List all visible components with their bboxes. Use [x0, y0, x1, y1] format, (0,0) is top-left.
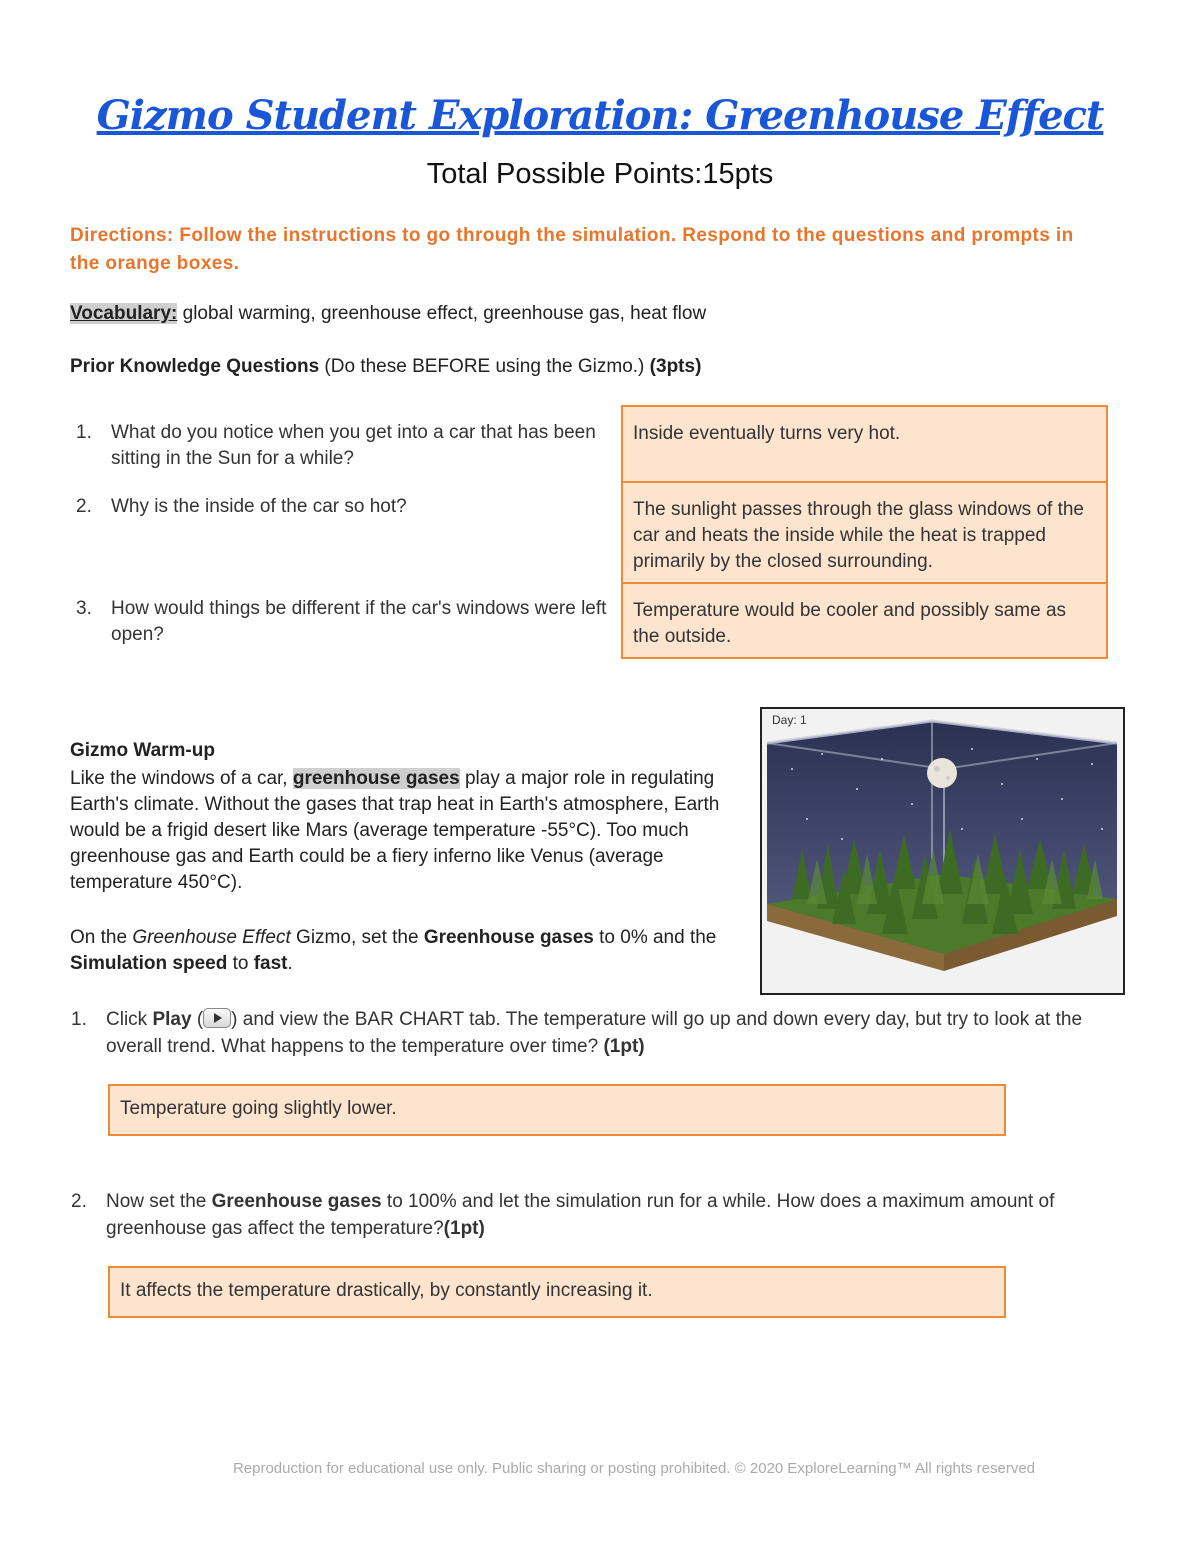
instr-text: Gizmo, set the — [290, 927, 424, 948]
moon-icon — [927, 758, 957, 788]
instr-greenhouse-gases: Greenhouse gases — [423, 927, 594, 948]
instr-text: On the — [70, 927, 133, 948]
warmup-title: Gizmo Warm-up — [70, 740, 215, 761]
play-icon — [203, 1008, 231, 1028]
answer-field-2[interactable]: The sunlight passes through the glass windows of the car and heats the inside while the heat is trapped primarily by the closed surrounding. — [633, 499, 1084, 572]
warmup-question-2 — [106, 1188, 1106, 1242]
question-number: 1. — [76, 422, 92, 443]
warmup-answer-field-1[interactable]: Temperature going slightly lower. — [108, 1084, 1006, 1136]
question-number: 3. — [76, 598, 92, 619]
q-greenhouse-gases: Greenhouse gases — [211, 1191, 382, 1212]
q-text: to 100% and let the simulation run for a while. How does a maximum amount of greenhouse gas affect the temperature? — [106, 1191, 1055, 1239]
warmup-paragraph — [70, 766, 730, 896]
instr-text: to — [227, 953, 254, 974]
q-play-label: Play — [152, 1009, 192, 1030]
prior-knowledge-heading — [70, 354, 701, 380]
prior-answer-table — [621, 405, 1108, 659]
day-label: Day: 1 — [772, 713, 807, 727]
q-text: ( — [191, 1009, 204, 1030]
prior-knowledge-note: (Do these BEFORE using the Gizmo.) — [319, 356, 650, 377]
vocabulary-terms: global warming, greenhouse effect, greenhouse gas, heat flow — [177, 303, 707, 324]
directions-text: Directions: Follow the instructions to go through the simulation. Respond to the questions and prompts in the orange boxes. — [70, 225, 1074, 274]
warmup-text-start: Like the windows of a car, — [70, 768, 293, 789]
warmup-instructions — [70, 925, 730, 977]
instr-fast: fast — [253, 953, 288, 974]
vocabulary-label: Vocabulary: — [70, 303, 178, 324]
instr-text: to 0% and the — [593, 927, 717, 948]
q-text: Now set the — [106, 1191, 212, 1212]
instr-gizmo-name: Greenhouse Effect — [132, 927, 291, 948]
instr-text: . — [287, 953, 293, 974]
q-text: ) and view the BAR CHART tab. The temperature will go up and down every day, but try to look at the overall trend. What happens to the temperature over time? — [106, 1009, 1083, 1057]
footer-copyright: Reproduction for educational use only. Public sharing or posting prohibited. © 2020 ExploreLearning™ All rights reserved — [232, 1460, 1036, 1477]
vocabulary-line — [70, 301, 706, 327]
answer-field-3[interactable]: Temperature would be cooler and possibly same as the outside. — [633, 600, 1067, 647]
answer-field-1[interactable]: Inside eventually turns very hot. — [633, 423, 901, 444]
question-number: 2. — [76, 496, 92, 517]
question-text: What do you notice when you get into a car that has been sitting in the Sun for a while? — [111, 422, 596, 469]
question-text: Why is the inside of the car so hot? — [111, 496, 407, 517]
q-points: (1pt) — [443, 1218, 485, 1239]
warmup-text-end: play a major role in regulating Earth's climate. Without the gases that trap heat in Earth's atmosphere, Earth would be a frigid desert like Mars (average temperature -55°C). Too much greenhouse gas and Earth could be a fiery inferno like Venus (average temperature 450°C). — [70, 768, 720, 893]
total-points: Total Possible Points:15pts — [426, 158, 774, 190]
warmup-question-1 — [106, 1006, 1126, 1060]
warmup-answer-field-2[interactable]: It affects the temperature drastically, by constantly increasing it. — [108, 1266, 1006, 1318]
q-text: Click — [106, 1009, 153, 1030]
question-text: How would things be different if the car's windows were left open? — [111, 598, 607, 645]
greenhouse-gases-highlight: greenhouse gases — [292, 768, 460, 789]
warmup-question-number: 2. — [71, 1191, 87, 1212]
page-title: Gizmo Student Exploration: Greenhouse Effect — [96, 92, 1104, 139]
q-points: (1pt) — [603, 1036, 645, 1057]
greenhouse-scene — [762, 709, 1123, 993]
prior-knowledge-title: Prior Knowledge Questions — [70, 356, 320, 377]
gizmo-simulation-image — [760, 707, 1125, 995]
warmup-question-number: 1. — [71, 1009, 87, 1030]
instr-simulation-speed: Simulation speed — [70, 953, 228, 974]
prior-knowledge-points: (3pts) — [649, 356, 702, 377]
